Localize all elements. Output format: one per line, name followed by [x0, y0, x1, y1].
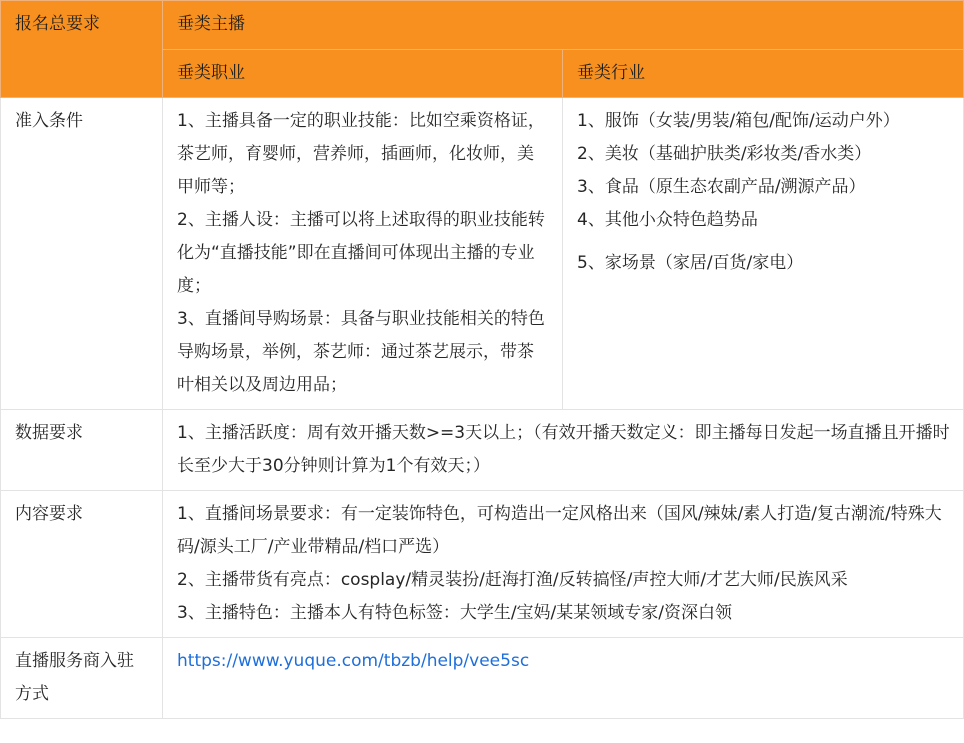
yuque-help-link[interactable]: https://www.yuque.com/tbzb/help/vee5sc [177, 651, 530, 671]
data-requirements-text: 1、主播活跃度：周有效开播天数>=3天以上；（有效开播天数定义：即主播每日发起一场直播且开播时长至少大于30分钟则计算为1个有效天；） [177, 423, 950, 476]
data-label-text: 数据要求 [15, 423, 83, 443]
header-vertical-anchor [163, 1, 964, 50]
row-label-entry [1, 638, 163, 719]
row-entry-method [1, 638, 964, 719]
row-access-conditions [1, 98, 964, 410]
header-requirements-text: 报名总要求 [15, 14, 100, 34]
content-requirements-cell [163, 491, 964, 638]
industry-item: 3、食品（原生态农副产品/溯源产品） [577, 177, 866, 197]
entry-label-text: 直播服务商入驻方式 [15, 651, 134, 704]
industry-item: 1、服饰（女装/男装/箱包/配饰/运动户外） [577, 111, 900, 131]
industry-item: 4、其他小众特色趋势品 [577, 210, 758, 230]
header-vertical-industry [563, 49, 964, 98]
row-label-access [1, 98, 163, 410]
entry-link-cell [163, 638, 964, 719]
profession-item: 1、主播具备一定的职业技能：比如空乘资格证，茶艺师，育婴师，营养师，插画师，化妆师，美甲师等； [177, 111, 545, 197]
header-requirements [1, 1, 163, 98]
access-industry-cell [563, 98, 964, 410]
row-data-requirements [1, 410, 964, 491]
row-content-requirements [1, 491, 964, 638]
profession-item: 2、主播人设：主播可以将上述取得的职业技能转化为“直播技能”即在直播间可体现出主播的专业度； [177, 210, 545, 296]
content-item: 1、直播间场景要求：有一定装饰特色，可构造出一定风格出来（国风/辣妹/素人打造/复古潮流/特殊大码/源头工厂/产业带精品/档口严选） [177, 504, 942, 557]
row-label-data [1, 410, 163, 491]
content-item: 3、主播特色：主播本人有特色标签：大学生/宝妈/某某领域专家/资深白领 [177, 603, 732, 623]
header-vertical-industry-text: 垂类行业 [577, 62, 645, 83]
header-row-1 [1, 1, 964, 50]
access-profession-cell [163, 98, 563, 410]
content-label-text: 内容要求 [15, 504, 83, 524]
profession-item: 3、直播间导购场景：具备与职业技能相关的特色导购场景，举例，茶艺师：通过茶艺展示，带茶叶相关以及周边用品； [177, 309, 545, 395]
header-vertical-anchor-text: 垂类主播 [177, 14, 245, 34]
header-vertical-profession-text: 垂类职业 [177, 62, 245, 83]
row-label-content [1, 491, 163, 638]
data-requirements-cell [163, 410, 964, 491]
industry-item: 2、美妆（基础护肤类/彩妆类/香水类） [577, 144, 872, 164]
access-label-text: 准入条件 [15, 111, 83, 131]
header-vertical-profession [163, 49, 563, 98]
content-item: 2、主播带货有亮点：cosplay/精灵装扮/赶海打渔/反转搞怪/声控大师/才艺大师/民族风采 [177, 570, 848, 590]
industry-item: 5、家场景（家居/百货/家电） [577, 253, 804, 273]
